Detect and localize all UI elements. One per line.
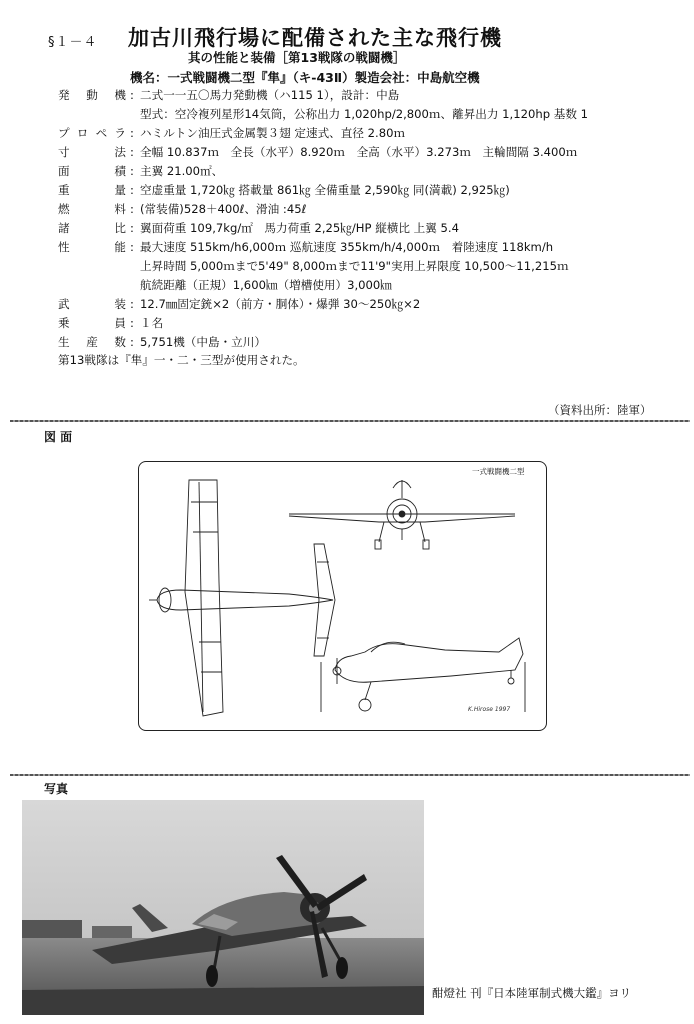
spec-label: 乗員 [58,316,126,330]
page-title: 加古川飛行場に配備された主な飛行機 [128,26,502,50]
spec-value: ハミルトン油圧式金属製３翅 定速式、直径 2.80ｍ [140,126,406,140]
spec-list [58,86,688,352]
spec-value: 最大速度 515km/h6,000ｍ 巡航速度 355km/h/4,000ｍ 着陸速度 118km/h [140,240,554,254]
aircraft-model-line: 機名：一式戦闘機二型『隼』（キ-43Ⅱ）製造会社：中島航空機 [130,70,480,85]
spec-label: 武装 [58,297,126,311]
spec-row-engine: 発動機 : 二式一一五〇馬力発動機（ハ115 1），設計：中島 [58,86,688,105]
divider [10,774,690,776]
spec-label: 面積 [58,164,126,178]
usage-note: 第13戦隊は『隼』一・二・三型が使用された。 [58,353,305,367]
spec-label: 性能 [58,240,126,254]
spec-row-performance: 性能 : 最大速度 515km/h6,000ｍ 巡航速度 355km/h/4,000ｍ 着陸速度 118km/h [58,238,688,257]
photo-credit: 酣燈社 刊『日本陸軍制式機大鑑』ヨリ [432,986,632,1000]
spec-value: １名 [140,316,164,330]
spec-row-fuel: 燃料 : (常装備)528＋400ℓ、滑油 :45ℓ [58,200,688,219]
spec-row-engine-cont [58,105,688,124]
spec-row-dimensions: 寸法 : 全幅 10.837ｍ 全長（水平）8.920ｍ 全高（水平）3.273ｍ 主輪間隔 3.400ｍ [58,143,688,162]
spec-value: 翼面荷重 109,7kg/㎡ 馬力荷重 2,25㎏/HP 縦横比 上翼 5.4 [140,221,459,235]
aircraft-photo-svg [22,800,424,1015]
spec-label: 寸法 [58,145,126,159]
spec-value: 上昇時間 5,000ｍまで5'49" 8,000ｍまで11'9"実用上昇限度 10,500～11,215ｍ [140,259,569,273]
spec-label: 諸比 [58,221,126,235]
drawing-section-label: 図 面 [44,430,73,444]
drawing-signature: K.Hirose 1997 [468,706,511,713]
aircraft-photo [22,800,424,1015]
spec-row-area: 面積 : 主翼 21.00㎡、 [58,162,688,181]
photo-section-label: 写真 [44,782,69,796]
spec-row-production: 生産数 : 5,751機（中島・立川） [58,333,688,352]
spec-row-ratios: 諸比 : 翼面荷重 109,7kg/㎡ 馬力荷重 2,25㎏/HP 縦横比 上翼 5.4 [58,219,688,238]
spec-label: 発動機 [58,88,126,102]
spec-label: 重量 [58,183,126,197]
divider [10,420,690,422]
spec-value: 5,751機（中島・立川） [140,335,266,349]
spec-row-propeller: プロペラ : ハミルトン油圧式金属製３翅 定速式、直径 2.80ｍ [58,124,688,143]
aircraft-three-view-svg [139,462,546,730]
spec-value: 主翼 21.00㎡、 [140,164,224,178]
spec-value: 12.7㎜固定銃×2（前方・胴体）・爆弾 30～250㎏×2 [140,297,421,311]
spec-row-performance-cont [58,257,688,276]
spec-label: プロペラ [58,126,126,140]
spec-value: 航続距離（正規）1,600㎞（増槽使用）3,000㎞ [140,278,392,292]
spec-label: 生産数 [58,335,126,349]
drawing-caption: 一式戦闘機二型 [472,467,525,476]
page-subtitle: 其の性能と装備［第13戦隊の戦闘機］ [188,50,406,65]
spec-row-armament: 武装 : 12.7㎜固定銃×2（前方・胴体）・爆弾 30～250㎏×2 [58,295,688,314]
spec-value: 型式：空冷複列星形14気筒，公称出力 1,020hp/2,800ｍ、離昇出力 1,120hp 基数 1 [140,107,589,121]
spec-label: 燃料 [58,202,126,216]
spec-value: (常装備)528＋400ℓ、滑油 :45ℓ [140,202,307,216]
spec-row-weight: 重量 : 空虚重量 1,720㎏ 搭載量 861㎏ 全備重量 2,590㎏ 同(満載) 2,925㎏) [58,181,688,200]
three-view-drawing [138,461,547,731]
spec-value: 全幅 10.837ｍ 全長（水平）8.920ｍ 全高（水平）3.273ｍ 主輪間隔 3.400ｍ [140,145,578,159]
spec-value: 空虚重量 1,720㎏ 搭載量 861㎏ 全備重量 2,590㎏ 同(満載) 2,925㎏) [140,183,510,197]
spec-row-crew: 乗員 : １名 [58,314,688,333]
spec-row-performance-cont [58,276,688,295]
spec-value: 二式一一五〇馬力発動機（ハ115 1），設計：中島 [140,88,400,102]
source-citation: （資料出所：陸軍） [548,403,652,417]
section-number: §１－４ [48,35,98,50]
